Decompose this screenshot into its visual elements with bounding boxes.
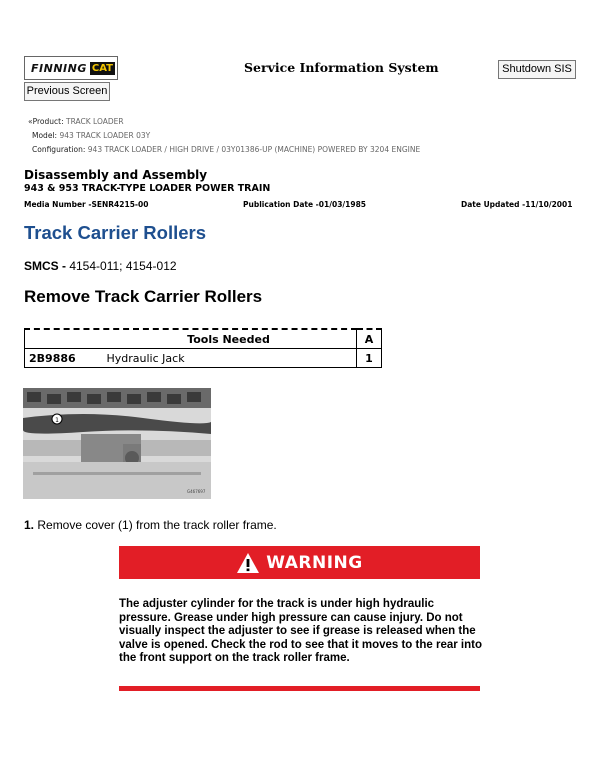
tool-cell	[25, 349, 357, 368]
warning-banner	[119, 546, 480, 579]
photo-code: G467697	[187, 489, 206, 494]
collapse-arrow-icon[interactable]: «	[28, 117, 33, 126]
tool-quantity: 1	[357, 349, 382, 368]
page-title: Track Carrier Rollers	[24, 222, 207, 243]
cat-logo-badge: CAT	[91, 62, 113, 74]
previous-screen-button[interactable]: Previous Screen	[24, 82, 110, 101]
track-roller-photo	[23, 388, 211, 499]
sis-title: Service Information System	[244, 60, 439, 75]
photo-callout: 1	[55, 417, 59, 424]
model-line	[32, 131, 150, 140]
model-value: 943 TRACK LOADER 03Y	[59, 131, 151, 140]
table-row	[25, 349, 382, 368]
configuration-label: Configuration:	[32, 145, 86, 154]
warning-text: The adjuster cylinder for the track is under high hydraulic pressure. Grease under high pressure can cause injury. Do not visually inspect the adjuster to see if grease is released when the valve is opened. Check the rod to see that it moves to the rear into the front support on the track roller frame.	[119, 598, 482, 664]
document-title: Disassembly and Assembly	[24, 168, 208, 182]
document-subtitle: 943 & 953 TRACK-TYPE LOADER POWER TRAIN	[24, 183, 271, 194]
smcs-label: SMCS -	[24, 259, 66, 273]
warning-label: WARNING	[266, 552, 363, 573]
model-label: Model:	[32, 131, 58, 140]
warning-triangle-icon	[236, 552, 260, 574]
finning-logo-text: FINNING	[31, 61, 87, 75]
tools-needed-table	[24, 328, 382, 368]
warning-divider	[119, 686, 480, 691]
tools-header-cell: Tools Needed	[25, 329, 357, 349]
tools-header-row	[25, 329, 382, 349]
configuration-value: 943 TRACK LOADER / HIGH DRIVE / 03Y01386-UP (MACHINE) POWERED BY 3204 ENGINE	[87, 145, 421, 154]
smcs-line	[24, 259, 177, 273]
step-text: Remove cover (1) from the track roller frame.	[34, 518, 277, 532]
configuration-line	[32, 145, 420, 154]
date-updated: Date Updated -11/10/2001	[461, 200, 573, 209]
product-value: TRACK LOADER	[66, 117, 124, 126]
finning-cat-logo	[24, 56, 118, 80]
product-label: Product:	[32, 117, 64, 126]
smcs-value: 4154-011; 4154-012	[66, 259, 177, 273]
section-heading: Remove Track Carrier Rollers	[24, 287, 263, 306]
tool-name: Hydraulic Jack	[106, 351, 185, 365]
tool-part-number: 2B9886	[29, 351, 76, 365]
step-1	[24, 518, 277, 532]
step-number: 1.	[24, 518, 35, 532]
shutdown-sis-button[interactable]: Shutdown SIS	[498, 60, 576, 79]
publication-date: Publication Date -01/03/1985	[243, 200, 367, 209]
product-line	[28, 117, 124, 126]
media-number: Media Number -SENR4215-00	[24, 200, 149, 209]
tools-col-a-header: A	[357, 329, 382, 349]
